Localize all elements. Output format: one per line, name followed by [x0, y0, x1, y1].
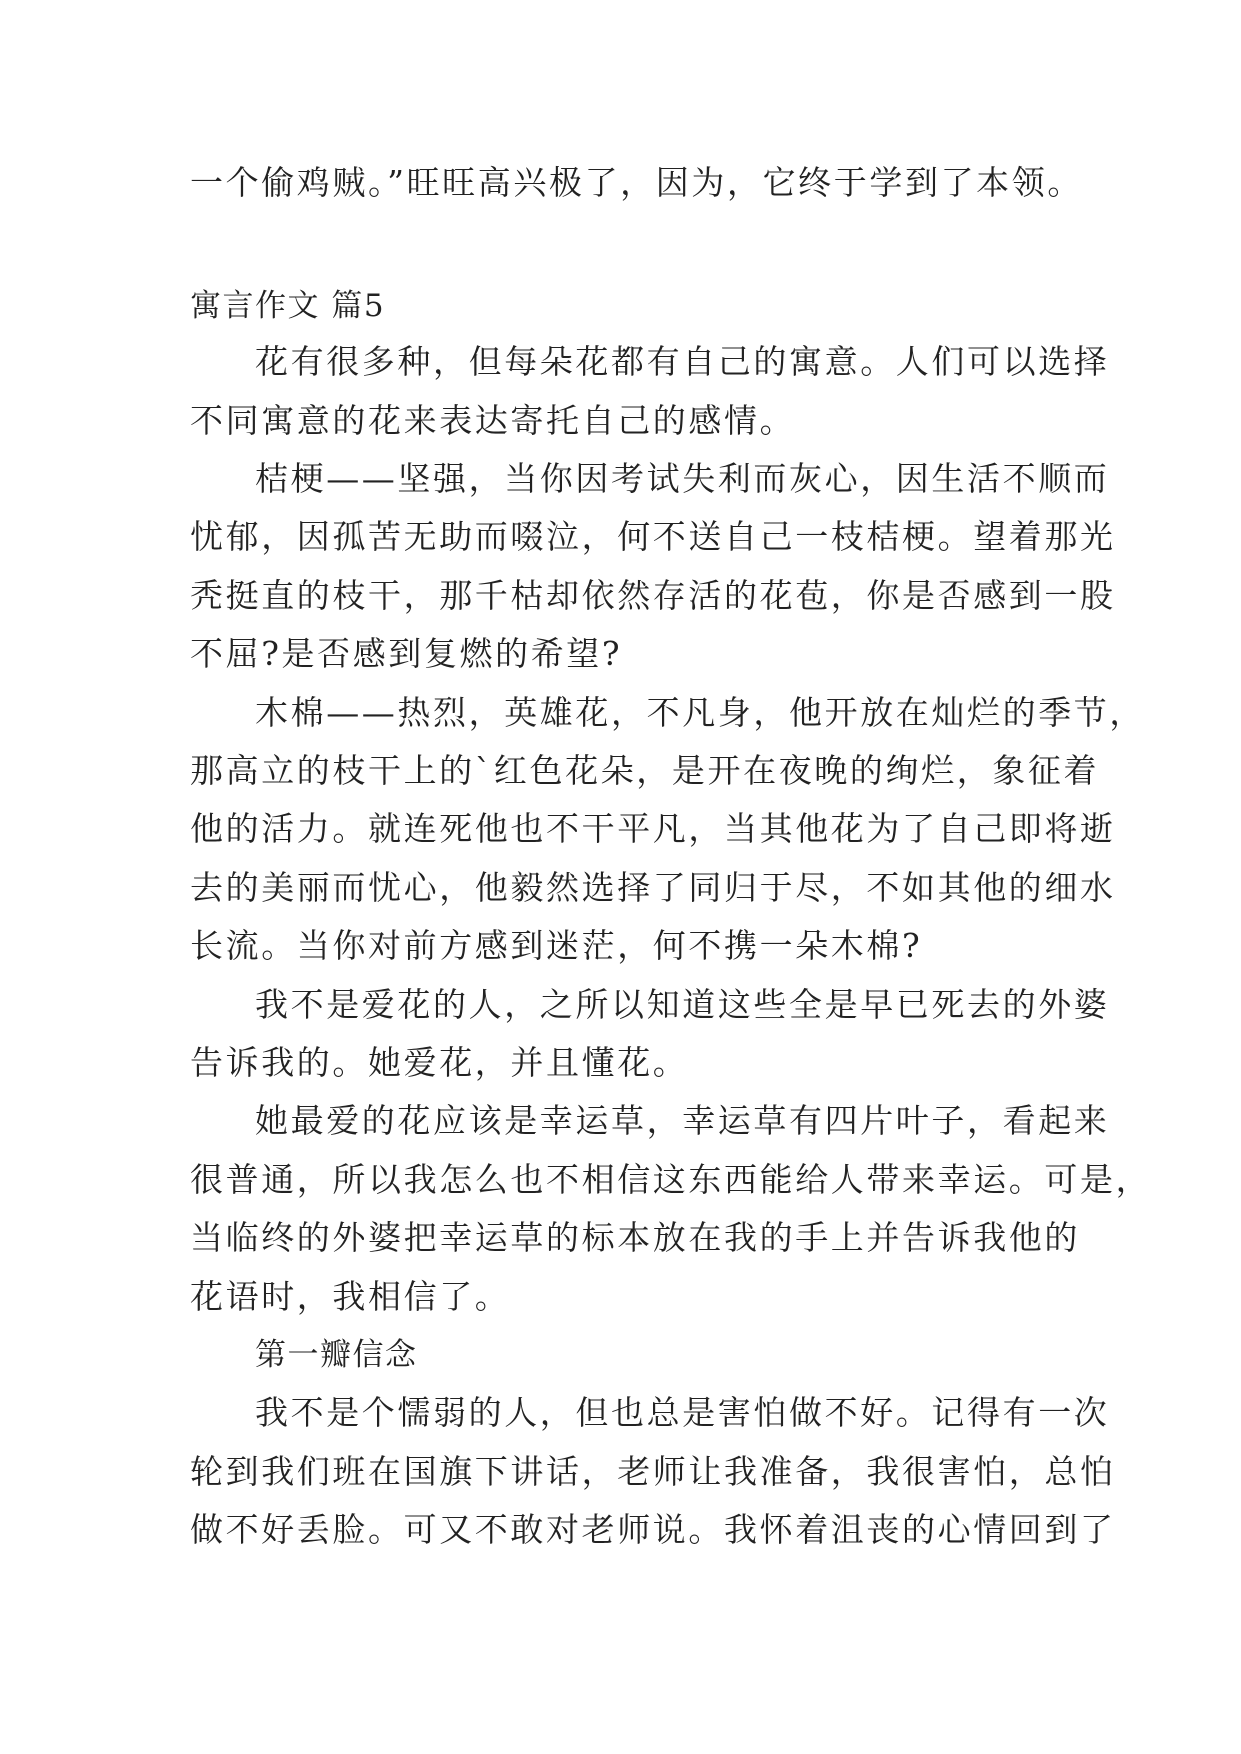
- text-line: 做不好丢脸。可又不敢对老师说。我怀着沮丧的心情回到了: [190, 1510, 1116, 1549]
- text-line: 长流。当你对前方感到迷茫，何不携一朵木棉?: [190, 926, 923, 965]
- text-line: 去的美丽而忧心，他毅然选择了同归于尽，不如其他的细水: [190, 868, 1116, 907]
- text-line: 我不是爱花的人，之所以知道这些全是早已死去的外婆: [255, 985, 1110, 1024]
- text-line: 我不是个懦弱的人，但也总是害怕做不好。记得有一次: [255, 1393, 1110, 1432]
- text-line: 一个偷鸡贼。”旺旺高兴极了，因为，它终于学到了本领。: [190, 163, 1083, 202]
- text-line: 轮到我们班在国旗下讲话，老师让我准备，我很害怕，总怕: [190, 1452, 1116, 1491]
- text-line: 告诉我的。她爱花，并且懂花。: [190, 1043, 689, 1082]
- text-line: 不同寓意的花来表达寄托自己的感情。: [190, 401, 796, 440]
- text-line: 他的活力。就连死他也不干平凡，当其他花为了自己即将逝: [190, 809, 1116, 848]
- text-line: 忧郁，因孤苦无助而啜泣，何不送自己一枝桔梗。望着那光: [190, 517, 1116, 556]
- text-line: 花语时，我相信了。: [190, 1277, 511, 1316]
- text-line: 当临终的外婆把幸运草的标本放在我的手上并告诉我他的: [190, 1218, 1080, 1257]
- text-line: 不屈?是否感到复燃的希望?: [190, 634, 623, 673]
- section-heading: 寓言作文 篇5: [190, 288, 386, 324]
- subsection-heading: 第一瓣信念: [255, 1337, 418, 1373]
- text-line: 桔梗——坚强，当你因考试失利而灰心，因生活不顺而: [255, 459, 1110, 498]
- text-line: 花有很多种，但每朵花都有自己的寓意。人们可以选择: [255, 342, 1110, 381]
- text-line: 她最爱的花应该是幸运草，幸运草有四片叶子，看起来: [255, 1101, 1110, 1140]
- text-line: 木棉——热烈，英雄花，不凡身，他开放在灿烂的季节，: [255, 693, 1145, 732]
- text-line: 很普通，所以我怎么也不相信这东西能给人带来幸运。可是，: [190, 1160, 1152, 1199]
- text-line: 那高立的枝干上的`红色花朵，是开在夜晚的绚烂，象征着: [190, 751, 1100, 790]
- text-line: 秃挺直的枝干，那千枯却依然存活的花苞，你是否感到一股: [190, 576, 1116, 615]
